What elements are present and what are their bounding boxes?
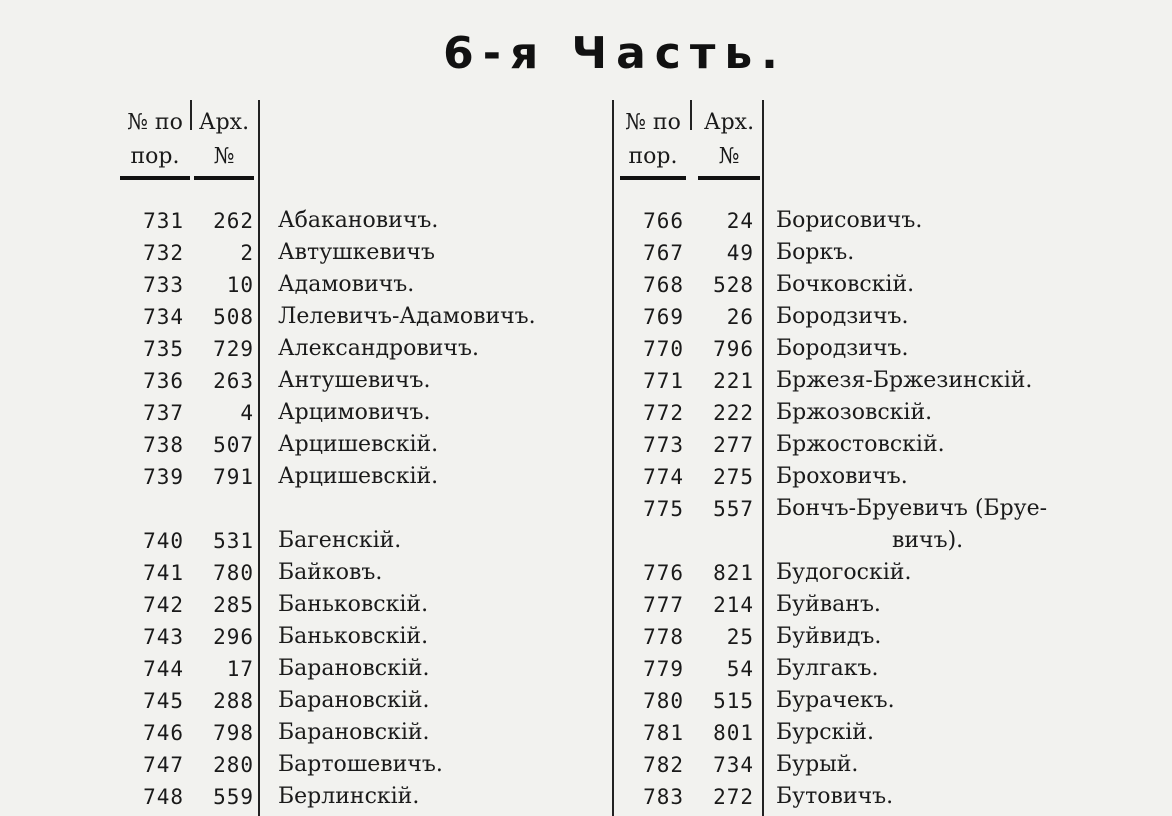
seq-number: 746 xyxy=(143,721,184,745)
seq-number: 745 xyxy=(143,689,184,713)
surname: Бутовичъ. xyxy=(776,784,894,809)
archive-number: 798 xyxy=(213,721,254,745)
archive-number: 277 xyxy=(713,433,754,457)
archive-number: 54 xyxy=(726,657,754,681)
seq-number: 783 xyxy=(643,785,684,809)
seq-number: 781 xyxy=(643,721,684,745)
surname: Бурскій. xyxy=(776,720,874,745)
table-row xyxy=(112,365,582,397)
seq-number: 738 xyxy=(143,433,184,457)
seq-number: 742 xyxy=(143,593,184,617)
page-title: 6-я Часть. xyxy=(443,28,787,79)
surname: Арцишевскій. xyxy=(278,432,439,457)
surname: Багенскій. xyxy=(278,528,402,553)
seq-number: 778 xyxy=(643,625,684,649)
archive-number: 10 xyxy=(226,273,254,297)
archive-number: 24 xyxy=(726,209,754,233)
table-row xyxy=(612,589,1132,621)
archive-number: 528 xyxy=(713,273,754,297)
table-row xyxy=(112,589,582,621)
table-row xyxy=(612,749,1132,781)
archive-number: 288 xyxy=(213,689,254,713)
archive-number: 531 xyxy=(213,529,254,553)
seq-number: 733 xyxy=(143,273,184,297)
archive-number: 796 xyxy=(713,337,754,361)
table-row xyxy=(112,269,582,301)
table-row xyxy=(112,749,582,781)
archive-number: 801 xyxy=(713,721,754,745)
archive-number: 2 xyxy=(240,241,254,265)
seq-number: 732 xyxy=(143,241,184,265)
table-row xyxy=(112,461,582,493)
table-row xyxy=(612,493,1132,525)
surname: Барановскій. xyxy=(278,720,430,745)
left-rows xyxy=(112,205,582,813)
archive-number: 272 xyxy=(713,785,754,809)
archive-number: 280 xyxy=(213,753,254,777)
surname: Автушкевичъ xyxy=(278,240,435,265)
table-row xyxy=(612,781,1132,813)
table-row xyxy=(112,525,582,557)
seq-number: 774 xyxy=(643,465,684,489)
header-underline xyxy=(620,176,686,180)
surname: Бржезя-Бржезинскій. xyxy=(776,368,1033,393)
surname: Лелевичъ-Адамовичъ. xyxy=(278,304,536,329)
table-row xyxy=(612,525,1132,557)
surname: Александровичъ. xyxy=(278,336,479,361)
header-seq-number: № по пор. xyxy=(120,106,190,180)
table-row xyxy=(612,237,1132,269)
seq-number: 779 xyxy=(643,657,684,681)
seq-number: 782 xyxy=(643,753,684,777)
table-row xyxy=(612,653,1132,685)
archive-number: 221 xyxy=(713,369,754,393)
table-row xyxy=(112,333,582,365)
surname: Барановскій. xyxy=(278,656,430,681)
table-row xyxy=(112,781,582,813)
table-row xyxy=(612,461,1132,493)
archive-number: 508 xyxy=(213,305,254,329)
surname: Бартошевичъ. xyxy=(278,752,443,777)
archive-number: 26 xyxy=(726,305,754,329)
column-rule xyxy=(690,100,692,130)
archive-number: 262 xyxy=(213,209,254,233)
seq-number: 768 xyxy=(643,273,684,297)
surname: Буйвидъ. xyxy=(776,624,882,649)
seq-number: 748 xyxy=(143,785,184,809)
seq-number: 734 xyxy=(143,305,184,329)
seq-number: 737 xyxy=(143,401,184,425)
table-row xyxy=(112,621,582,653)
surname: Бржозовскій. xyxy=(776,400,933,425)
archive-number: 296 xyxy=(213,625,254,649)
archive-number: 214 xyxy=(713,593,754,617)
table-row xyxy=(612,621,1132,653)
column-rule xyxy=(190,100,192,130)
table-row xyxy=(612,717,1132,749)
surname: Байковъ. xyxy=(278,560,383,585)
archive-number: 780 xyxy=(213,561,254,585)
table-row xyxy=(612,333,1132,365)
surname: Баньковскій. xyxy=(278,592,429,617)
table-row xyxy=(612,269,1132,301)
archive-number: 222 xyxy=(713,401,754,425)
right-column xyxy=(612,100,1132,816)
seq-number: 776 xyxy=(643,561,684,585)
seq-number: 769 xyxy=(643,305,684,329)
seq-number: 771 xyxy=(643,369,684,393)
table-row xyxy=(112,493,582,525)
surname: Берлинскій. xyxy=(278,784,420,809)
table-row xyxy=(612,397,1132,429)
surname: Борисовичъ. xyxy=(776,208,923,233)
surname: Абакановичъ. xyxy=(278,208,439,233)
seq-number: 735 xyxy=(143,337,184,361)
header-seq-number: № по пор. xyxy=(620,106,686,180)
surname: Бородзичъ. xyxy=(776,304,909,329)
header-underline xyxy=(120,176,190,180)
seq-number: 741 xyxy=(143,561,184,585)
surname: Бородзичъ. xyxy=(776,336,909,361)
table-row xyxy=(112,205,582,237)
archive-number: 729 xyxy=(213,337,254,361)
seq-number: 773 xyxy=(643,433,684,457)
seq-number: 744 xyxy=(143,657,184,681)
archive-number: 25 xyxy=(726,625,754,649)
archive-number: 17 xyxy=(226,657,254,681)
table-row xyxy=(612,301,1132,333)
seq-number: 731 xyxy=(143,209,184,233)
table-row xyxy=(112,653,582,685)
table-row xyxy=(112,557,582,589)
table-row xyxy=(612,557,1132,589)
seq-number: 766 xyxy=(643,209,684,233)
surname: Бочковскій. xyxy=(776,272,915,297)
archive-number: 4 xyxy=(240,401,254,425)
surname: Адамовичъ. xyxy=(278,272,415,297)
header-archive-number: Арх. № xyxy=(698,106,760,180)
seq-number: 767 xyxy=(643,241,684,265)
surname: вичъ). xyxy=(892,528,964,553)
seq-number: 772 xyxy=(643,401,684,425)
archive-number: 791 xyxy=(213,465,254,489)
surname: Бурый. xyxy=(776,752,859,777)
seq-number: 739 xyxy=(143,465,184,489)
surname: Будогоскій. xyxy=(776,560,912,585)
seq-number: 775 xyxy=(643,497,684,521)
surname: Бурачекъ. xyxy=(776,688,895,713)
archive-number: 734 xyxy=(713,753,754,777)
surname: Броховичъ. xyxy=(776,464,908,489)
table-row xyxy=(612,205,1132,237)
right-rows xyxy=(612,205,1132,813)
header-archive-number: Арх. № xyxy=(194,106,254,180)
seq-number: 736 xyxy=(143,369,184,393)
table-row xyxy=(112,301,582,333)
header-underline xyxy=(194,176,254,180)
surname: Боркъ. xyxy=(776,240,855,265)
archive-number: 559 xyxy=(213,785,254,809)
surname: Арцимовичъ. xyxy=(278,400,431,425)
table-row xyxy=(112,717,582,749)
archive-number: 507 xyxy=(213,433,254,457)
archive-number: 263 xyxy=(213,369,254,393)
header-underline xyxy=(698,176,760,180)
seq-number: 740 xyxy=(143,529,184,553)
archive-number: 821 xyxy=(713,561,754,585)
seq-number: 777 xyxy=(643,593,684,617)
table-row xyxy=(612,685,1132,717)
archive-number: 275 xyxy=(713,465,754,489)
surname: Бончъ-Бруевичъ (Бруе- xyxy=(776,496,1048,521)
surname: Буйванъ. xyxy=(776,592,881,617)
surname: Булгакъ. xyxy=(776,656,879,681)
table-row xyxy=(612,429,1132,461)
seq-number: 743 xyxy=(143,625,184,649)
table-row xyxy=(112,429,582,461)
seq-number: 770 xyxy=(643,337,684,361)
surname: Баньковскій. xyxy=(278,624,429,649)
table-row xyxy=(112,397,582,429)
table-row xyxy=(112,237,582,269)
surname: Барановскій. xyxy=(278,688,430,713)
seq-number: 780 xyxy=(643,689,684,713)
surname: Антушевичъ. xyxy=(278,368,431,393)
left-column xyxy=(112,100,582,816)
archive-number: 49 xyxy=(726,241,754,265)
seq-number: 747 xyxy=(143,753,184,777)
surname: Арцишевскій. xyxy=(278,464,439,489)
surname: Бржостовскій. xyxy=(776,432,945,457)
archive-number: 515 xyxy=(713,689,754,713)
table-row xyxy=(112,685,582,717)
archive-number: 285 xyxy=(213,593,254,617)
table-row xyxy=(612,365,1132,397)
archive-number: 557 xyxy=(713,497,754,521)
